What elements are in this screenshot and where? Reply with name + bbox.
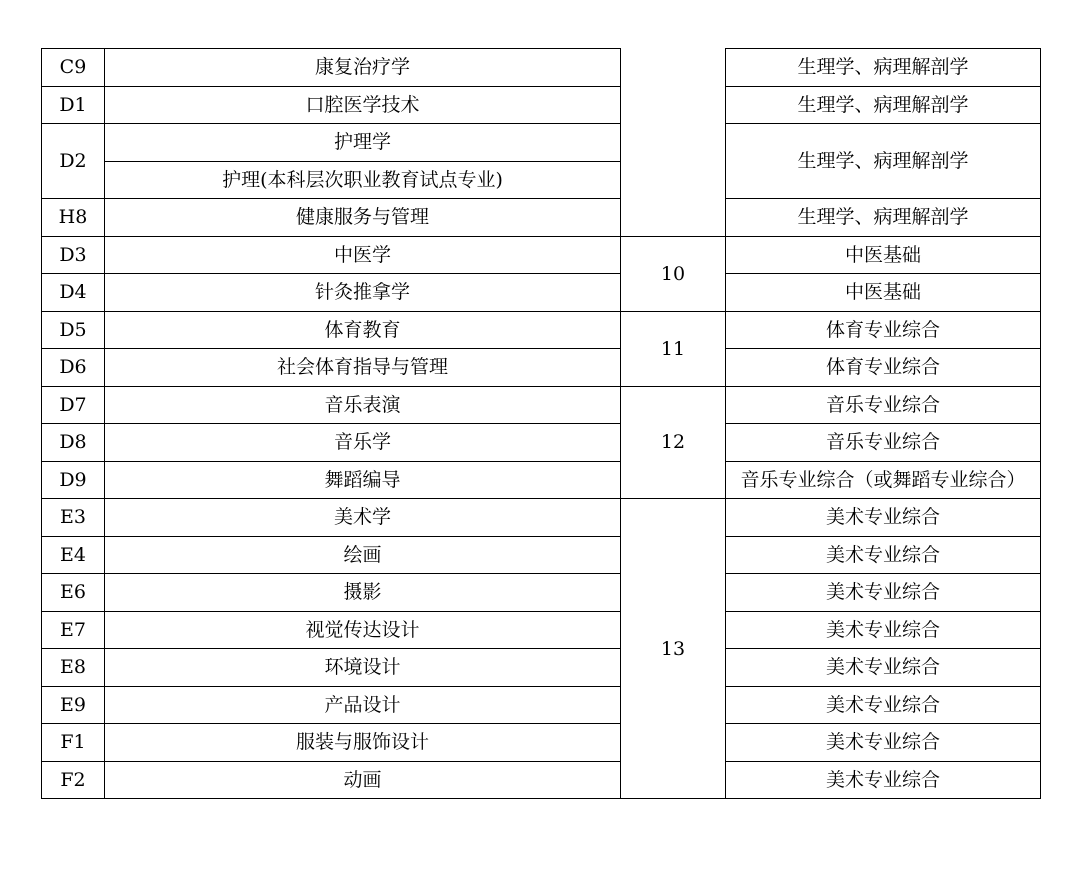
major-cell: 环境设计 (105, 649, 621, 687)
table-row (42, 424, 1041, 462)
major-cell: 康复治疗学 (105, 49, 621, 87)
major-cell: 摄影 (105, 574, 621, 612)
subject-cell: 生理学、病理解剖学 (726, 124, 1041, 199)
code-cell: D9 (42, 461, 105, 499)
major-cell: 社会体育指导与管理 (105, 349, 621, 387)
specialty-table (41, 48, 1041, 799)
code-cell: D2 (42, 124, 105, 199)
table-row (42, 536, 1041, 574)
subject-cell: 生理学、病理解剖学 (726, 86, 1041, 124)
subject-cell: 生理学、病理解剖学 (726, 49, 1041, 87)
code-cell: D7 (42, 386, 105, 424)
table-row (42, 649, 1041, 687)
code-cell: E9 (42, 686, 105, 724)
table-row (42, 761, 1041, 799)
subject-cell: 中医基础 (726, 236, 1041, 274)
subject-cell: 美术专业综合 (726, 611, 1041, 649)
code-cell: D5 (42, 311, 105, 349)
subject-cell: 美术专业综合 (726, 574, 1041, 612)
table-row (42, 124, 1041, 162)
subject-cell: 美术专业综合 (726, 761, 1041, 799)
subject-cell: 美术专业综合 (726, 499, 1041, 537)
table-row (42, 724, 1041, 762)
major-cell: 美术学 (105, 499, 621, 537)
subject-cell: 音乐专业综合 (726, 386, 1041, 424)
group-cell: 13 (621, 499, 726, 799)
code-cell: E4 (42, 536, 105, 574)
subject-cell: 美术专业综合 (726, 686, 1041, 724)
subject-cell: 美术专业综合 (726, 536, 1041, 574)
subject-cell: 生理学、病理解剖学 (726, 199, 1041, 237)
major-cell: 绘画 (105, 536, 621, 574)
code-cell: E8 (42, 649, 105, 687)
major-cell: 口腔医学技术 (105, 86, 621, 124)
major-cell: 舞蹈编导 (105, 461, 621, 499)
group-cell: 11 (621, 311, 726, 386)
group-cell: 12 (621, 386, 726, 499)
table-row (42, 86, 1041, 124)
table-row (42, 349, 1041, 387)
subject-cell: 中医基础 (726, 274, 1041, 312)
major-cell: 护理(本科层次职业教育试点专业) (105, 161, 621, 199)
code-cell: E7 (42, 611, 105, 649)
major-cell: 音乐表演 (105, 386, 621, 424)
subject-cell: 体育专业综合 (726, 311, 1041, 349)
table-row (42, 611, 1041, 649)
table-row (42, 274, 1041, 312)
subject-cell: 美术专业综合 (726, 724, 1041, 762)
code-cell: H8 (42, 199, 105, 237)
subject-cell: 音乐专业综合 (726, 424, 1041, 462)
subject-cell: 体育专业综合 (726, 349, 1041, 387)
table-row (42, 574, 1041, 612)
table-row (42, 49, 1041, 87)
code-cell: D6 (42, 349, 105, 387)
group-cell: 10 (621, 236, 726, 311)
table-row (42, 386, 1041, 424)
code-cell: D3 (42, 236, 105, 274)
code-cell: D4 (42, 274, 105, 312)
table-row (42, 499, 1041, 537)
major-cell: 产品设计 (105, 686, 621, 724)
major-cell: 中医学 (105, 236, 621, 274)
group-cell-empty (621, 49, 726, 237)
major-cell: 音乐学 (105, 424, 621, 462)
table-row (42, 199, 1041, 237)
table-row (42, 461, 1041, 499)
code-cell: E6 (42, 574, 105, 612)
code-cell: F2 (42, 761, 105, 799)
table-row (42, 236, 1041, 274)
code-cell: F1 (42, 724, 105, 762)
subject-cell: 音乐专业综合（或舞蹈专业综合） (726, 461, 1041, 499)
major-cell: 体育教育 (105, 311, 621, 349)
table-row (42, 311, 1041, 349)
major-cell: 视觉传达设计 (105, 611, 621, 649)
code-cell: E3 (42, 499, 105, 537)
major-cell: 针灸推拿学 (105, 274, 621, 312)
major-cell: 动画 (105, 761, 621, 799)
table-row (42, 686, 1041, 724)
code-cell: C9 (42, 49, 105, 87)
major-cell: 服装与服饰设计 (105, 724, 621, 762)
code-cell: D8 (42, 424, 105, 462)
major-cell: 健康服务与管理 (105, 199, 621, 237)
major-cell: 护理学 (105, 124, 621, 162)
code-cell: D1 (42, 86, 105, 124)
subject-cell: 美术专业综合 (726, 649, 1041, 687)
